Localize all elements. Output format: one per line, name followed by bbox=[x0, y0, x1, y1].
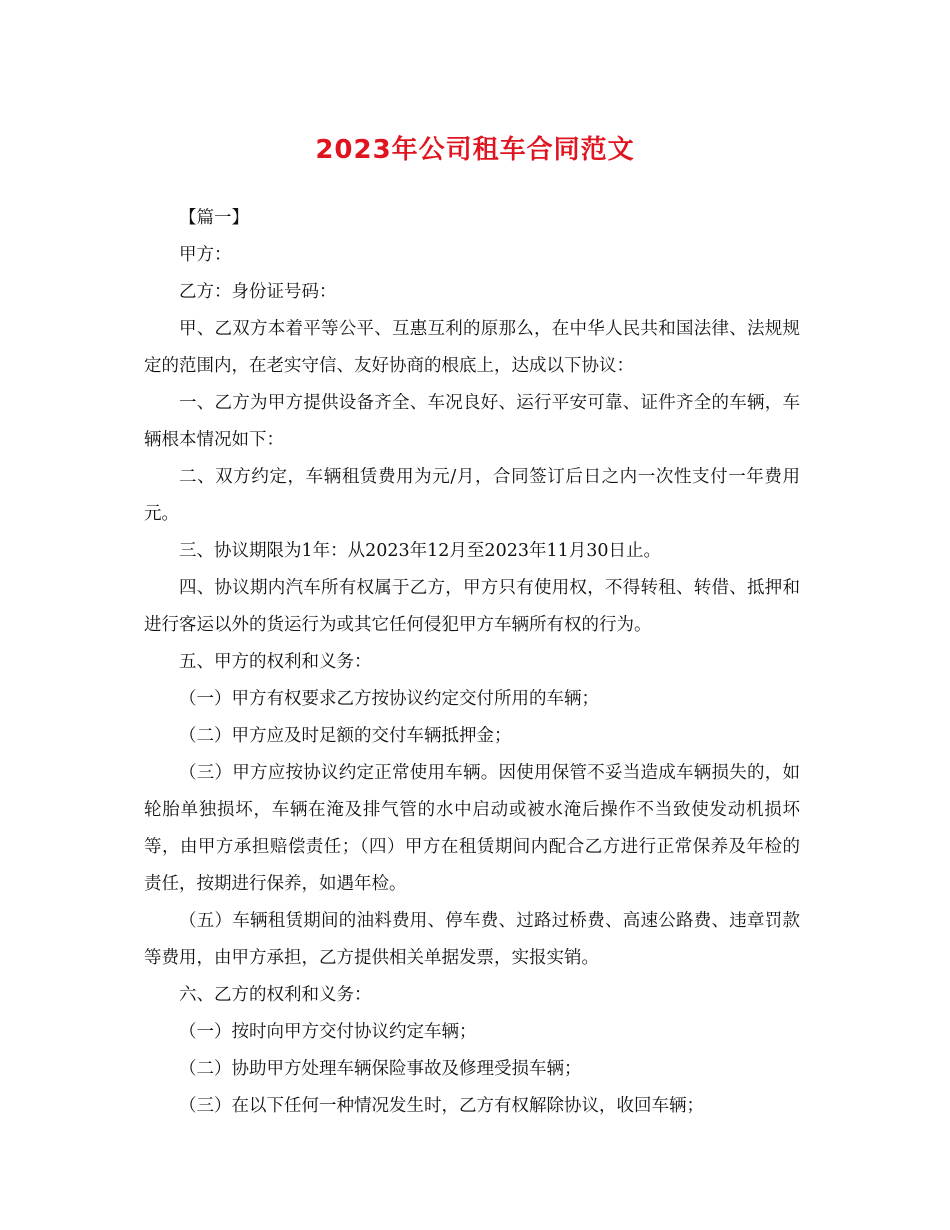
party-b-line: 乙方：身份证号码： bbox=[179, 282, 337, 302]
document-title: 2023年公司租车合同范文 bbox=[315, 135, 635, 165]
preamble-paragraph: 甲、乙双方本着平等公平、互惠互利的原那么，在中华人民共和国法律、法规规定的范围内，在老实守信、友好协商的根底上，达成以下协议： bbox=[144, 319, 800, 376]
clause-3: 三、协议期限为1年：从2023年12月至2023年11月30日止。 bbox=[179, 541, 662, 561]
clause-6-item-2: （二）协助甲方处理车辆保险事故及修理受损车辆； bbox=[179, 1059, 582, 1079]
clause-5-item-2: （二）甲方应及时足额的交付车辆抵押金； bbox=[179, 726, 512, 746]
party-a-line: 甲方： bbox=[179, 245, 232, 265]
document-body bbox=[144, 200, 800, 1125]
clause-5-item-3: （三）甲方应按协议约定正常使用车辆。因使用保管不妥当造成车辆损失的，如轮胎单独损坏，车辆在淹及排气管的水中启动或被水淹后操作不当致使发动机损坏等，由甲方承担赔偿责任；（四）甲方在租赁期间内配合乙方进行正常保养及年检的责任，按期进行保养，如遇年检。 bbox=[144, 763, 800, 894]
section-heading: 【篇一】 bbox=[179, 208, 249, 228]
clause-5-heading: 五、甲方的权利和义务： bbox=[179, 652, 372, 672]
clause-6-heading: 六、乙方的权利和义务： bbox=[179, 985, 372, 1005]
clause-4: 四、协议期内汽车所有权属于乙方，甲方只有使用权，不得转租、转借、抵押和进行客运以外的货运行为或其它任何侵犯甲方车辆所有权的行为。 bbox=[144, 578, 800, 635]
clause-5-item-1: （一）甲方有权要求乙方按协议约定交付所用的车辆； bbox=[179, 689, 599, 709]
clause-1: 一、乙方为甲方提供设备齐全、车况良好、运行平安可靠、证件齐全的车辆，车辆根本情况如下： bbox=[144, 393, 800, 450]
clause-6-item-1: （一）按时向甲方交付协议约定车辆； bbox=[179, 1022, 477, 1042]
clause-5-item-5: （五）车辆租赁期间的油料费用、停车费、过路过桥费、高速公路费、违章罚款等费用，由甲方承担，乙方提供相关单据发票，实报实销。 bbox=[144, 911, 800, 968]
clause-2: 二、双方约定，车辆租赁费用为元/月，合同签订后日之内一次性支付一年费用元。 bbox=[144, 467, 800, 524]
clause-6-item-3: （三）在以下任何一种情况发生时，乙方有权解除协议，收回车辆； bbox=[179, 1096, 704, 1116]
